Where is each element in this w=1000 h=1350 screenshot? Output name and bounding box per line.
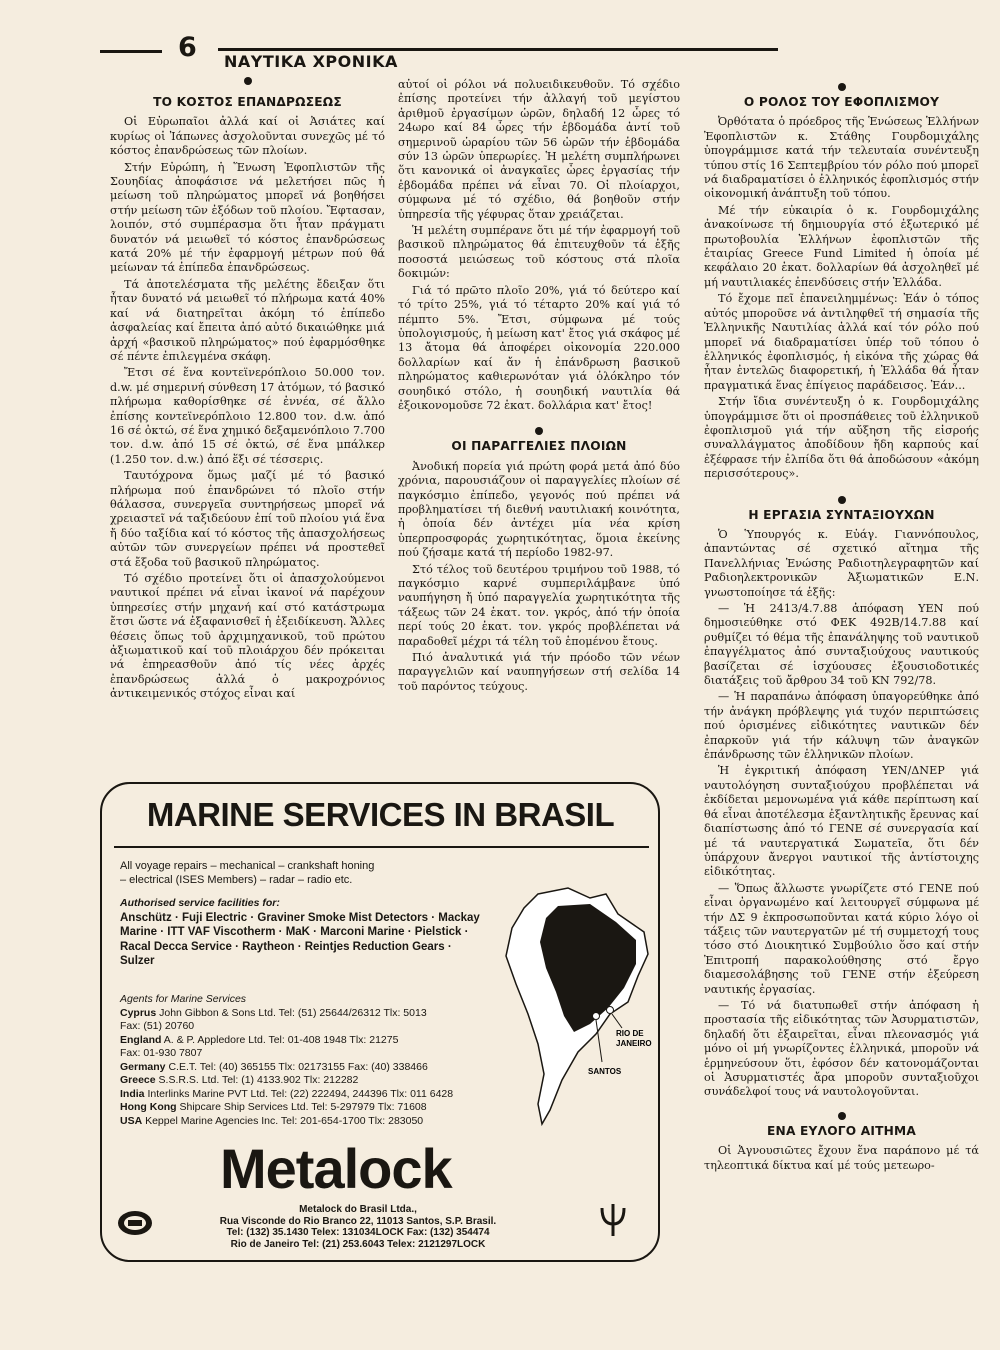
ad-services-line: All voyage repairs – mechanical – crankshaft honing [120, 860, 375, 872]
paragraph: Στήν Εὐρώπη, ἡ Ἕνωση Ἐφοπλιστῶν τῆς Σουηδίας ἀποφάσισε νά μελετήσει πῶς ἡ μείωση τοῦ πληρώματος μπορεῖ νά βοηθήσει στήν μείωση τῶν ἐξόδων τοῦ πλοίου. Ἔφτασαν, λοιπόν, στό συμπέρασμα ὅτι ἦταν πράγματι δυνατόν νά μειωθεῖ τό κόστος ἐπανδρώσεως κατά 20% μέ τήν ἐφαρμογή μέτρων πού θά μείωναν τά ἐπίπεδα ἐπανδρώσεως. [110, 160, 385, 275]
agent-details: Keppel Marine Agencies Inc. Tel: 201-654-1700 Tlx: 283050 [145, 1114, 424, 1127]
agent-country: USA [120, 1114, 143, 1127]
page-number: 6 [178, 32, 197, 63]
trident-icon [596, 1202, 630, 1238]
ad-facilities [120, 897, 520, 969]
paragraph: Ἡ μελέτη συμπέρανε ὅτι μέ τήν ἐφαρμογή τοῦ βασικοῦ πληρώματος θά ἐπιτευχθοῦν τά ἑξῆς ποσοστά μειώσεως τοῦ κόστους στά πλοῖα δοκιμών: [398, 224, 680, 281]
article-heading-reasonable-request: ΕΝΑ ΕΥΛΟΓΟ ΑΙΤΗΜΑ [767, 1123, 916, 1138]
column-3 [704, 77, 979, 1175]
masthead [100, 32, 780, 74]
agent-details: C.E.T. Tel: (40) 365155 Tlx: 02173155 Fax: (40) 338466 [168, 1060, 428, 1073]
bullet-dot [838, 83, 846, 91]
ad-facilities-line: Sulzer [120, 955, 155, 967]
company-address: Rua Visconde do Rio Branco 22, 11013 Santos, S.P. Brasil. [219, 1215, 497, 1227]
paragraph: Ἔτσι σέ ἕνα κοντεϊνερόπλοιο 50.000 τον. d.w. μέ σημερινή σύνθεση 17 ἀτόμων, τό βασικό πλήρωμα καθορίσθηκε σέ ἐννέα, σέ ἄλλο ἐπίσης κοντεϊνερόπλοιο 12.800 τον. d.w. ἀπό 16 σέ ὀκτώ, σέ ἕνα χημικό δεξαμενόπλοιο 7.700 τον. d.w. ἀπό 15 σέ ὀκτώ, σέ ἕνα μπάλκερ (1.250 τον. d.w.) ἀπό ἕξι σέ τέσσερις. [110, 366, 385, 466]
paragraph: Στήν ἴδια συνέντευξη ὁ κ. Γουρδομιχάλης ὑπογράμμισε ὅτι οἱ προσπάθειες τοῦ ἑλληνικοῦ ἐφοπλισμοῦ γιά τήν αὔξηση τῆς εἰσροής συναλλάγματος ἀποδίδουν ἤδη καρπούς καί ἐξέφρασε τήν ἐλπίδα ὅτι θά ἀποδώσουν «ἀκόμη περισσότερους». [704, 395, 979, 481]
agent-details: John Gibbon & Sons Ltd. Tel: (51) 25644/26312 Tlx: 5013 [159, 1006, 427, 1019]
ad-facilities-line: Anschütz · Fuji Electric · Graviner Smoke Mist Detectors · Mackay [120, 911, 480, 924]
bullet-dot [838, 1112, 846, 1120]
paragraph: Ὀρθότατα ὁ πρόεδρος τῆς Ἑνώσεως Ἑλλήνων Ἐφοπλιστῶν κ. Στάθης Γουρδομιχάλης ὑπογράμμισε κατά τήν τελευταία συνέντευξη τύπου στίς 16 Σεπτεμβρίου τόν ρόλο πού μπορεῖ νά διαδραματίσει ὁ ἑλληνικός ἐφοπλισμός στήν οἰκονομική ἀνάπτυξη τοῦ τόπου. [704, 115, 979, 201]
ad-services [120, 860, 480, 887]
map-label-santos: SANTOS [588, 1067, 622, 1076]
ad-agents [120, 993, 540, 1128]
paragraph: — Ἡ 2413/4.7.88 ἀπόφαση ΥΕΝ πού δημοσιεύθηκε στό ΦΕΚ 492Β/14.7.88 καί ρυθμίζει τό θέμα τῆς ἐπανάληψης τοῦ ναυτικοῦ ἐπαγγέλματος ἀπό συνταξιούχους ναυτικούς βασίζεται σέ ἰσχύουσες ἐξουσιοδοτικές διατάξεις τοῦ ἄρθρου 34 τοῦ ΚΝ 792/78. [704, 602, 979, 688]
paragraph: — Τό νά διατυπωθεῖ στήν ἀπόφαση ἡ προστασία τῆς εἰδικότητας τῶν Ἀσυρματιστῶν, δηλαδή ὅτι ἐξαιρεῖται, εἶναι πλεονασμός γιά μόνο οἱ μή γνωρίζοντες ἑλληνικά, μποροῦν νά ἑρμηνεύσουν ὅτι, ἐφόσον δέν κατονομάζονται οἱ Ἀσυρματιστές ἄρα μποροῦν συνταξιοῦχοι συνάδελφοί τους νά ναυτολογοῦνται. [704, 998, 979, 1099]
article-heading-shipowners-role: Ο ΡΟΛΟΣ ΤΟΥ ΕΦΟΠΛΙΣΜΟΥ [743, 95, 940, 109]
paragraph: Πιό ἀναλυτικά γιά τήν πρόοδο τῶν νέων παραγγελιῶν καί ναυπηγήσεων στή σελίδα 14 τοῦ παρόντος τεύχους. [398, 651, 680, 693]
masthead-rule-left [100, 50, 162, 53]
map-label-janeiro: JANEIRO [616, 1039, 652, 1048]
paragraph: Τό σχέδιο προτείνει ὅτι οἱ ἀπασχολούμενοι ναυτικοί πρέπει νά εἶναι ἱκανοί νά παρέχουν ὑπηρεσίες στήν μηχανή καί στό κατάστρωμα ἔτσι ὥστε νά ἐξαφανισθεῖ ἡ ἐξειδίκευση. Ἄλλες θέσεις ὅπως τοῦ ἀρχιμηχανικοῦ, τοῦ πρώτου ἀξιωματικοῦ καί τοῦ πλοιάρχου δέν πρόκειται νά ἐπηρεασθοῦν ἀπό τίς νέες ἀρχές ἐπανδρώσεως ἀλλά ὁ μακροχρόνιος ἀντικειμενικός στόχος εἶναι καί [110, 572, 385, 701]
agent-country: Hong Kong [120, 1101, 177, 1113]
paragraph: Μέ τήν εὐκαιρία ὁ κ. Γουρδομιχάλης ἀνακοίνωσε τή δημιουργία στό ἐξωτερικό μέ πρωτοβουλία Ἑλλήνων ἐφοπλιστῶν τῆς ἑταιρίας Greece Fund Limited ἡ ὁποία μέ κεφάλαιο 20 ἑκατ. δολλαρίων θά ἀσχοληθεῖ μέ μή ναυτιλιακές ἐπενδύσεις στήν Ἑλλάδα. [704, 203, 979, 289]
agent-country: Cyprus [120, 1006, 157, 1019]
agent-line [120, 1007, 540, 1021]
ad-divider [114, 846, 649, 848]
agent-country: England [120, 1033, 162, 1046]
metalock-logo: Metalock [220, 1137, 452, 1200]
agent-line [120, 1034, 540, 1048]
ad-agents-label: Agents for Marine Services [120, 993, 247, 1005]
article-heading-crewing-cost: ΤΟ ΚΟΣΤΟΣ ΕΠΑΝΔΡΩΣΕΩΣ [153, 95, 342, 109]
advertisement-box [100, 782, 660, 1262]
article-heading-pensioners-work: Η ΕΡΓΑΣΙΑ ΣΥΝΤΑΞΙΟΥΧΩΝ [748, 507, 935, 522]
map-label-rio: RIO DE [616, 1029, 644, 1038]
ad-facilities-label: Authorised service facilities for: [120, 897, 280, 909]
company-contact: Tel: (132) 35.1430 Telex: 131034LOCK Fax: (132) 354474 [226, 1227, 490, 1238]
bullet-dot [244, 77, 252, 85]
agent-details: A. & P. Appledore Ltd. Tel: 01-408 1948 Tlx: 21275 [163, 1033, 399, 1046]
bullet-dot [838, 496, 846, 504]
south-america-map-icon [498, 884, 652, 1129]
agent-line [120, 1088, 540, 1102]
paragraph: Ἀνοδική πορεία γιά πρώτη φορά μετά ἀπό δύο χρόνια, παρουσιάζουν οἱ παραγγελίες πλοίων σέ παγκόσμιο ἐπίπεδο, γεγονός πού πρέπει νά προβληματίσει τή διεθνή ναυτιλιακή κοινότητα, ἡ ὁποία δέν ἀντέχει μία νέα κρίση ὑπερπροσφοράς χωρητικότητας, ὅμοια ἐκείνης πού ζήσαμε κατά τή περίοδο 1982-97. [398, 459, 680, 560]
paragraph: αὐτοί οἱ ρόλοι νά πολυειδικευθοῦν. Τό σχέδιο ἐπίσης προτείνει τήν ἀλλαγή τοῦ μεγίστου ἀριθμοῦ ἐργασίμων ὡρῶν, δηλαδή 12 ὧρες τό 24ωρο καί 84 ὧρες τήν ἑβδομάδα ἀντί τοῦ σημερινοῦ ὡραρίου τῶν 56 ὡρῶν τήν ἑβδομάδα σύν 13 ὡρῶν ὑπερωρίες. Ἡ μελέτη συμπλήρωνει ὅτι κανονικά οἱ ἀναγκαῖες ὧρες ἐργασίας τήν ἑβδομάδα πρέπει νά εἶναι 70. Οἱ πλοίαρχοι, σύμφωνα μέ τό σχέδιο, θά βοηθοῦν στήν ὑπηρεσία τῆς γέφυρας ὅταν χρειάζεται. [398, 78, 680, 221]
agent-details: S.S.R.S. Ltd. Tel: (1) 4133.902 Tlx: 212282 [158, 1074, 359, 1086]
agent-country: Greece [120, 1074, 156, 1086]
column-1 [110, 93, 385, 704]
agent-country: India [120, 1087, 145, 1100]
paragraph: Γιά τό πρῶτο πλοῖο 20%, γιά τό δεύτερο καί τό τρίτο 25%, γιά τό τέταρτο 20% καί γιά τό πέμπτο 5%. Ἔτσι, σύμφωνα μέ τούς ὑπολογισμούς, ἡ μείωση κατ' ἔτος γιά σκάφος μέ 13 ἄτομα θά ἀποφέρει οἰκονομία 220.000 δολλαρίων καί ἄν ἡ ἐπάνδρωση βασικοῦ πληρώματος καθιερωνόταν γιά ὁλόκληρο τόν σουηδικό στόλο, ἡ σουηδική ναυτιλία θά ἐξοικονομοῦσε 72 ἑκατ. δολλάρια κατ' ἔτος! [398, 283, 680, 412]
agent-details: Fax: 01-930 7807 [120, 1047, 203, 1059]
company-name: Metalock do Brasil Ltda., [299, 1204, 417, 1215]
agent-line [120, 1047, 540, 1061]
paragraph: — Ἡ παραπάνω ἀπόφαση ὑπαγορεύθηκε ἀπό τήν ἀνάγκη πρόβλεψης γιά τυχόν περιπτώσεις πού ὁρισμένες εἰδικότητες ναυτικῶν δέν ἐπαρκοῦν γιά τήν κάλυψη τῶν ἀναγκῶν ἐπάνδρωσης τῶν ἑλληνικῶν πλοίων. [704, 690, 979, 762]
company-contact: Rio de Janeiro Tel: (21) 253.6043 Telex: 2121297LOCK [230, 1238, 486, 1250]
article-heading-ship-orders: ΟΙ ΠΑΡΑΓΓΕΛΙΕΣ ΠΛΟΙΩΝ [451, 439, 627, 454]
agent-details: Shipcare Ship Services Ltd. Tel: 5-297979 Tlx: 71608 [179, 1101, 427, 1113]
agent-line [120, 1020, 540, 1034]
agent-line [120, 1061, 540, 1075]
paragraph: — Ὅπως ἄλλωστε γνωρίζετε στό ΓΕΝΕ πού εἶναι ὀργανωμένο καί λειτουργεῖ σύμφωνα μέ τήν ΔΣ 9 ἐκπροσωποῦνται κατά κύριο λόγο οἱ τάξεις τῶν ναυτεργατῶν μέ τή συμμετοχή τους τόσο στό Διοικητικό Συμβούλιο ὅσο καί στήν Ἐπιτροπή παρακολούθησης στό ἔργο διαμεσολάβησης τοῦ ΓΕΝΕ στήν ἐξεύρεση ναυτικής ἐργασίας. [704, 881, 979, 996]
agent-details: Fax: (51) 20760 [120, 1020, 195, 1032]
paragraph: Οἱ Εὐρωπαῖοι ἀλλά καί οἱ Ἀσιάτες καί κυρίως οἱ Ἰάπωνες ἀσχολοῦνται συνεχῶς μέ τό κόστος ἐπανδρώσεως τῶν πλοίων. [110, 115, 385, 158]
ad-services-line: – electrical (ISES Members) – radar – radio etc. [120, 873, 353, 886]
ad-address-block [188, 1204, 528, 1250]
bullet-dot [535, 427, 543, 435]
emblem-icon [116, 1208, 154, 1238]
publication-title: ΝΑΥΤΙΚΑ ΧΡΟΝΙΚΑ [224, 52, 398, 71]
paragraph: Ἡ ἐγκριτική ἀπόφαση ΥΕΝ/ΔΝΕΡ γιά ναυτολόγηση συνταξιούχου προβλέπεται νά ἐκδίδεται μεμονωμένα γιά κάθε περίπτωση καί θά εἶναι ἀποτέλεσμα ἐξαντλητικῆς ἔρευνας καί διαπίστωσης ἀπό τό ΓΕΝΕ σέ συνεργασία καί μέ τά ναυτεργατικά Σωματεῖα, ὅτι δέν ὑπάρχουν ἄνεργοι ναυτικοί τῆς ἀντίστοιχης εἰδικότητας. [704, 764, 979, 879]
paragraph: Οἱ Ἀγνουσιῶτες ἔχουν ἕνα παράπονο μέ τά τηλεοπτικά δίκτυα καί μέ τούς μετεωρο- [704, 1144, 979, 1172]
paragraph: Τό ἔχομε πεῖ ἐπανειλημμένως: Ἐάν ὁ τόπος αὐτός μποροῦσε νά ἀντιληφθεῖ τή σημασία τῆς Ἑλληνικῆς Ναυτιλίας ἀλλά καί τόν ρόλο πού μπορεῖ νά διαδραματίσει ὑπέρ τοῦ τόπου ὁ ἑλληνικός ἐφοπλισμός, ἡ εἰκόνα τῆς χώρας θά ἦταν ἐντελῶς διαφορετική, ἡ Ἑλλάδα θά ἦταν πραγματικά ἕνας ἐπίγειος παράδεισος. Ἐάν... [704, 292, 979, 392]
ad-title: MARINE SERVICES IN BRASIL [146, 796, 615, 833]
column-2 [398, 78, 680, 696]
ad-facilities-line: Racal Decca Service · Raytheon · Reintjes Reduction Gears · [120, 940, 452, 953]
agent-details: Interlinks Marine PVT Ltd. Tel: (22) 222494, 244396 Tlx: 011 6428 [147, 1087, 454, 1100]
agent-country: Germany [120, 1060, 166, 1073]
ad-facilities-line: Marine · ITT VAF Viscotherm · MaK · Marconi Marine · Pielstick · [120, 926, 469, 938]
paragraph: Ὁ Ὑπουργός κ. Εὐάγ. Γιαννόπουλος, ἀπαντώντας σέ σχετικό αἴτημα τῆς Πανελλήνιας Ἑνώσης Ραδιοτηλεγραφητῶν καί Ραδιοηλεκτρονικῶν Ἀξιωματικῶν Ε.Ν. γνωστοποίησε τά ἑξῆς: [704, 527, 979, 599]
agent-line [120, 1074, 540, 1088]
masthead-rule-right [218, 48, 778, 51]
agent-line [120, 1115, 540, 1129]
agent-line [120, 1101, 540, 1115]
paragraph: Τά ἀποτελέσματα τῆς μελέτης ἔδειξαν ὅτι ἦταν δυνατό νά μειωθεῖ τό πλήρωμα κατά 40% καί νά διατηρεῖται ἀκόμη τό ἐπίπεδο ἀσφαλείας καί ἔπειτα ἀπό αὐτό δικαιώθηκε μιά ἀρχή «βασικοῦ πληρώματος» πού ἐφαρμόσθηκε σέ πέντε ἐπιλεγμένα σκάφη. [110, 277, 385, 363]
paragraph: Στό τέλος τοῦ δευτέρου τριμήνου τοῦ 1988, τό παγκόσμιο καρνέ συμπεριλάμβανε ὑπό ναυπήγηση ἤ ὑπό παραγγελία χωρητικότητα τῆς τάξεως τῶν 24 ἑκατ. τον. γκρός, ἀπό τήν ὁποία περί τούς 20 ἑκατ. τον. γκρός προβλέπεται νά παραδοθεῖ μέχρι τά τέλη τοῦ ἑπομένου ἔτους. [398, 562, 680, 648]
paragraph: Ταυτόχρονα ὅμως μαζί μέ τό βασικό πλήρωμα πού ἐπανδρώνει τό πλοῖο στήν θάλασσα, συνεργεῖα συντηρήσεως μπορεῖ νά χρειαστεῖ νά ταξιδεύουν ἐπί τοῦ πλοίου γιά ἕνα ἤ δύο ταξίδια καί τό κόστος τῆς ἀπασχολήσεως αὐτῶν τῶν συνεργείων πρέπει νά προστεθεῖ στά ἔξοδα τοῦ βασικοῦ πληρώματος. [110, 469, 385, 569]
